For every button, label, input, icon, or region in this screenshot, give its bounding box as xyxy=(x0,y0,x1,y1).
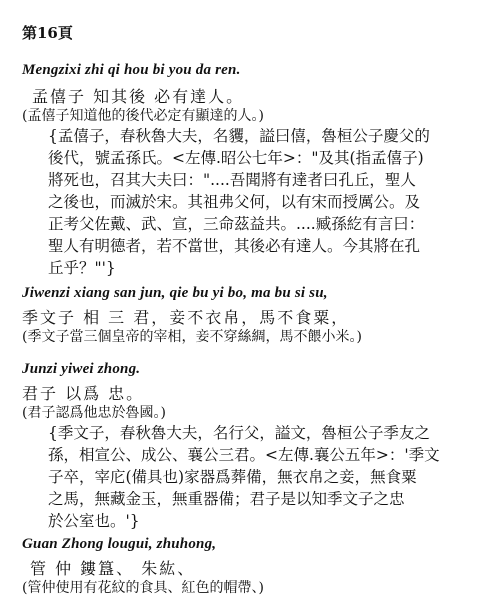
annotation-line: 之後也，而滅於宋。其祖弗父何，以有宋而授厲公。及 xyxy=(48,193,421,211)
pinyin-line: Mengzixi zhi qi hou bi you da ren. xyxy=(22,62,241,78)
translation-line: (君子認爲他忠於魯國。) xyxy=(22,405,166,421)
annotation-block xyxy=(48,125,488,279)
annotation-line: 聖人有明德者，若不當世，其後必有達人。今其將在孔 xyxy=(48,237,421,255)
annotation-line: 孫，相宣公、成公、襄公三君。<左傳.襄公五年>：'季文 xyxy=(48,446,440,464)
annotation-line: 於公室也。'} xyxy=(48,512,140,530)
pinyin-line: Junzi yiwei zhong. xyxy=(22,361,141,377)
translation-line: (季文子當三個皇帝的宰相，妾不穿絲綢，馬不餵小米。) xyxy=(22,329,362,345)
chinese-text-line: 孟僖子 知其後 必有達人。 xyxy=(32,87,245,106)
pinyin-line: Jiwenzi xiang san jun, qie bu yi bo, ma bu si su, xyxy=(22,285,328,301)
annotation-block xyxy=(48,422,488,532)
annotation-line: 後代，號孟孫氏。<左傳.昭公七年>："及其(指孟僖子) xyxy=(48,149,424,167)
chinese-text-line: 君子 以爲 忠。 xyxy=(22,384,145,403)
annotation-line: 丘乎？"'} xyxy=(48,259,116,277)
annotation-line: 之馬，無藏金玉，無重器備；君子是以知季文子之忠 xyxy=(48,490,405,508)
translation-line: (孟僖子知道他的後代必定有顯達的人。) xyxy=(22,108,264,124)
chinese-text-line: 管 仲 鏤簋、 朱紘、 xyxy=(30,559,196,578)
page-number: 第16頁 xyxy=(22,24,73,42)
annotation-line: 正考父佐戴、武、宣，三命茲益共。....臧孫紇有言曰： xyxy=(48,215,425,233)
annotation-line: 子卒，宰庀(備具也)家器爲葬備，無衣帛之妾，無食粟 xyxy=(48,468,417,486)
annotation-line: {季文子，春秋魯大夫，名行父，謚文，魯桓公子季友之 xyxy=(48,424,430,442)
translation-line: (管仲使用有花紋的食具、紅色的帽帶、) xyxy=(22,580,264,596)
annotation-line: 將死也，召其大夫曰："....吾聞將有達者曰孔丘，聖人 xyxy=(48,171,416,189)
pinyin-line: Guan Zhong lougui, zhuhong, xyxy=(22,536,217,552)
chinese-text-line: 季文子 相 三 君，妾不衣帛，馬不食粟， xyxy=(22,308,350,327)
annotation-line: {孟僖子，春秋魯大夫，名貜，謚曰僖，魯桓公子慶父的 xyxy=(48,127,430,145)
